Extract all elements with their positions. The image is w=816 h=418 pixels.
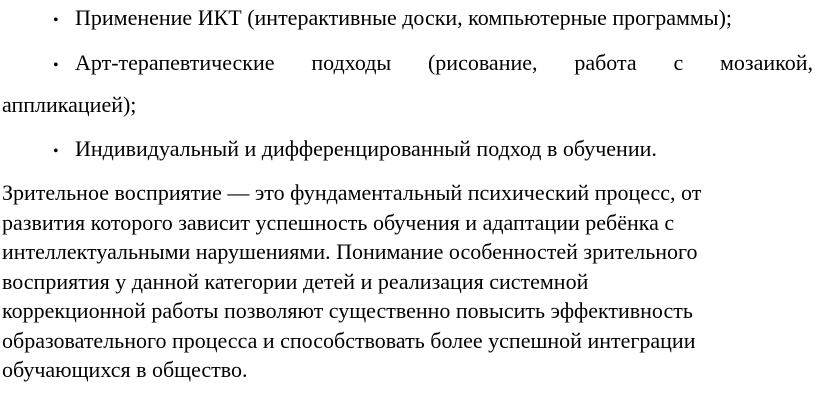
paragraph-line: образовательного процесса и способствовать более успешной интеграции [2,327,696,353]
paragraph-line: обучающихся в общество. [2,357,248,382]
list-item-text: Индивидуальный и дифференцированный подход в обучении. [75,136,657,161]
paragraph-line: коррекционной работы позволяют существенно повысить эффективность [2,298,693,323]
paragraph-line: восприятия у данной категории детей и реализация системной [2,268,589,294]
list-item [53,5,732,31]
list-item [53,50,813,76]
list-item-word: (рисование, [427,50,538,75]
paragraph-line: Зрительное восприятие — это фундаментальный психический процесс, от [2,180,702,205]
list-item [53,136,657,162]
list-item-text: Применение ИКТ (интерактивные доски, компьютерные программы); [75,5,733,30]
list-item-word: работа [574,50,637,75]
bullet-icon: • [53,57,59,74]
bullet-icon: • [53,12,59,29]
paragraph-line: интеллектуальными нарушениями. Понимание особенностей зрительного [2,239,698,264]
list-item-first-word [53,50,275,79]
list-item-continuation: аппликацией); [2,92,137,117]
list-item-word: с [673,50,684,75]
bullet-icon: • [53,143,59,160]
paragraph-line: развития которого зависит успешность обучения и адаптации ребёнка с [2,209,675,235]
list-item-word: Арт-терапевтические [75,50,275,75]
body-paragraph [2,178,814,385]
list-item-word: мозаикой, [720,50,813,75]
list-item-word: подходы [311,50,392,75]
